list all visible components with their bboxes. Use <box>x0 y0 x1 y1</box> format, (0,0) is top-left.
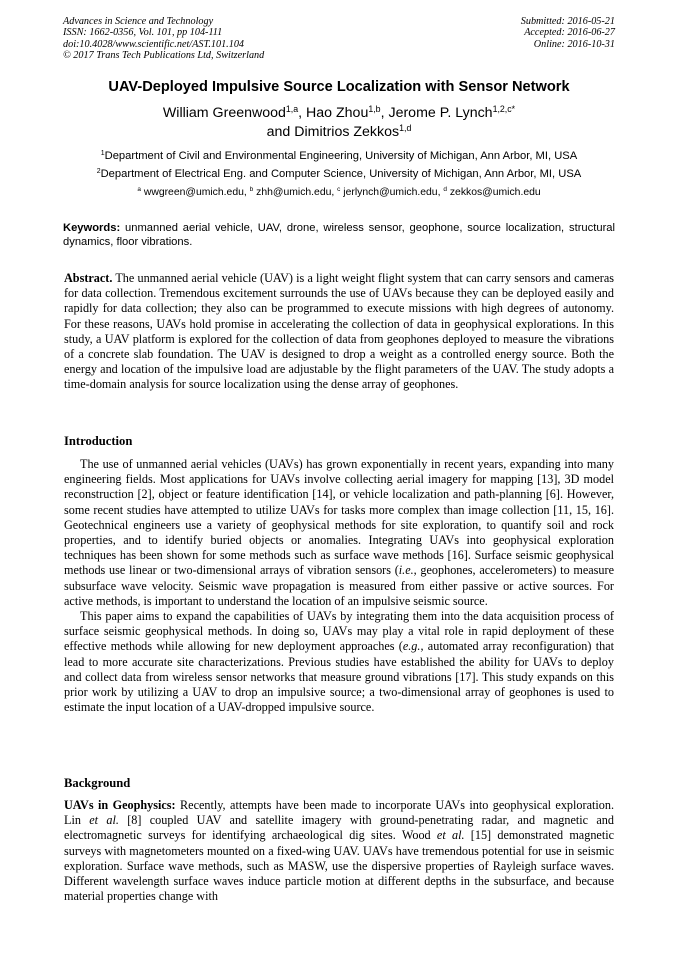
journal-doi: doi:10.4028/www.scientific.net/AST.101.104 <box>63 38 245 50</box>
section-heading-introduction: Introduction <box>64 434 133 448</box>
italic-ie: i.e., <box>398 563 417 578</box>
journal-info <box>63 16 264 62</box>
background-body <box>64 798 614 904</box>
intro-paragraph-1: The use of unmanned aerial vehicles (UAVs) has grown exponentially in recent years, expanding into many engineering fields. Most applications for UAVs involve collecting aerial imagery for mapping [13], 3D model reconstruction [2], object or feature identification [14], or vehicle localization and path-planning [6]. However, some recent studies have attempted to utilize UAVs for tasks more complex than image collection [11, 15, 16]. Geotechnical engineers use a variety of geophysical methods for site exploration, to quantify soil and rock properties, and to identify buried objects or anomalies. Integrating UAVs into geophysical exploration techniques has been shown for some methods such as surface wave methods [16]. Surface seismic geophysical methods use linear or two-dimensional arrays of vibration sensors (i.e., geophones, accelerometers) to measure subsurface wave velocity. Seismic wave propagation is measured from either passive or active sources. For active methods, is important to understand the location of an impulsive seismic source. <box>64 457 614 608</box>
journal-name: Advances in Science and Technology <box>63 16 214 27</box>
email-address: jerlynch@umich.edu, <box>343 187 444 198</box>
accepted-date: Accepted: 2016-06-27 <box>524 27 615 39</box>
online-date: Online: 2016-10-31 <box>533 38 615 50</box>
affiliation-2 <box>0 168 678 180</box>
author-name: Hao Zhou <box>306 105 369 121</box>
journal-issn: ISSN: 1662-0356, Vol. 101, pp 104-111 <box>63 27 223 39</box>
email-marker: c <box>337 186 341 194</box>
author-separator: , <box>298 105 307 121</box>
keywords <box>63 222 615 249</box>
affiliation-1 <box>0 150 678 162</box>
author-line-2 <box>0 123 678 142</box>
author-separator: , <box>380 105 389 121</box>
intro-paragraph-2: This paper aims to expand the capabilities of UAVs by integrating them into the data acquisition process of surface seismic geophysical methods. In doing so, UAVs may play a vital role in rapid deployment of these effective methods while allowing for new deployment approaches (e.g., automated array reconfiguration) that lead to more accurate site characterizations. Previous studies have established the ability for UAVs to deploy and collect data from wireless sensor networks that measure ground vibrations [17]. This study expands on this prior work by utilizing a UAV to drop an impulsive source; a two-dimensional array of geophones is used to estimate the input location of a UAV-dropped impulsive source. <box>64 609 614 715</box>
background-paragraph: UAVs in Geophysics: Recently, attempts have been made to incorporate UAVs into geophysical exploration. Lin et al. [8] coupled UAV and satellite imagery with ground-penetrating radar, and magnetic and electromagnetic surveys for identifying archaeological dig sites. Wood et al. [15] demonstrated magnetic surveys with magnetometers mounted on a fixed-wing UAV. UAVs have tremendous potential for use in seismic exploration. Surface wave methods, such as MASW, use the dispersive properties of Rayleigh surface waves. Different wavelength surface waves induce particle motion at different depths in the subsurface, and because material properties change with <box>64 798 614 904</box>
author-name: and Dimitrios Zekkos <box>266 124 400 140</box>
paper-title: UAV-Deployed Impulsive Source Localization with Sensor Network <box>108 79 570 95</box>
author-line-1 <box>0 104 678 123</box>
author-affiliation-marker: 1,b <box>368 104 381 115</box>
email-address: wwgreen@umich.edu, <box>143 187 250 198</box>
abstract-text: The unmanned aerial vehicle (UAV) is a light weight flight system that can carry sensors and cameras for data collection. Tremendous excitement surrounds the use of UAVs because they can be deployed easily and rapidly for data collection; they also can be programmed to execute missions with high degrees of autonomy. For these reasons, UAVs hold promise in accelerating the collection of data in geophysical explorations. In this study, a UAV platform is explored for the collection of data from geophones deployed to measure the vibrations of a concrete slab foundation. The UAV is designed to drop a weight as a controlled energy source. Both the energy and location of the impulsive load are adjustable by the flight parameters of the UAV. The study adopts a time-domain analysis for source localization using the dense array of geophones. <box>64 271 614 392</box>
submission-dates <box>521 16 615 50</box>
italic-et-al: et al. <box>436 828 465 843</box>
author-list <box>0 104 678 142</box>
author-affiliation-marker: 1,2,c* <box>492 104 516 115</box>
author-emails <box>0 187 678 198</box>
subsection-heading-uavs-in-geophysics: UAVs in Geophysics: <box>64 798 176 812</box>
email-address: zhh@umich.edu, <box>256 187 338 198</box>
email-address: zekkos@umich.edu <box>449 187 541 198</box>
journal-copyright: © 2017 Trans Tech Publications Ltd, Switzerland <box>63 50 265 62</box>
affiliation-text: Department of Electrical Eng. and Computer Science, University of Michigan, Ann Arbor, MI, USA <box>100 168 582 180</box>
email-marker: b <box>249 186 254 194</box>
affiliation-marker: 2 <box>96 168 101 176</box>
email-marker: a <box>137 186 141 194</box>
italic-et-al: et al. <box>89 813 119 828</box>
keywords-label: Keywords: <box>63 222 121 234</box>
section-heading-background: Background <box>64 776 131 790</box>
author-affiliation-marker: 1,d <box>399 123 412 134</box>
italic-eg: e.g., <box>402 639 424 654</box>
abstract <box>64 271 614 393</box>
keywords-text: unmanned aerial vehicle, UAV, drone, wireless sensor, geophone, source localization, structural dynamics, floor vibrations. <box>63 222 615 248</box>
affiliation-marker: 1 <box>100 150 105 158</box>
affiliation-text: Department of Civil and Environmental Engineering, University of Michigan, Ann Arbor, MI, USA <box>104 150 578 162</box>
introduction-body <box>64 457 614 715</box>
author-affiliation-marker: 1,a <box>285 104 299 115</box>
author-name: William Greenwood <box>162 105 286 121</box>
email-marker: d <box>443 186 447 194</box>
abstract-label: Abstract. <box>64 271 113 285</box>
submitted-date: Submitted: 2016-05-21 <box>520 16 615 27</box>
author-name: Jerome P. Lynch <box>388 105 493 121</box>
